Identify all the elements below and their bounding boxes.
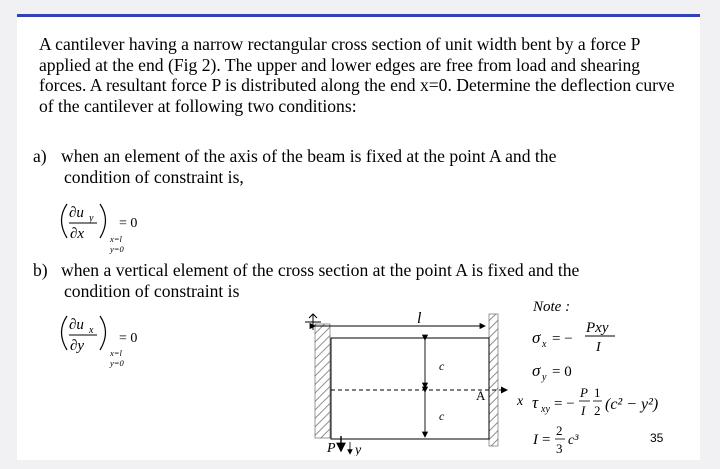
sigma-x-sub: x [542,339,547,350]
formula-a-right-paren [100,204,106,238]
header-rule [17,14,700,17]
sigma-y-sub: y [542,372,547,383]
formula-a [53,200,183,262]
formula-b-left-paren [62,316,68,350]
left-support-hatch [315,324,330,438]
item-b-label: b) [33,260,48,280]
formula-a-cond-top: x=l [110,234,122,244]
formula-a-rhs: = 0 [119,216,138,231]
sigma-x-eq: = − [552,331,573,347]
length-label: l [417,310,422,327]
problem-paragraph: A cantilever having a narrow rectangular cross section of unit width bent by a force P applied at the end (Fig 2). The upper and lower edges are free from load and shearing forces. A resultant force P is distributed along the end x=0. Determine the deflection curve of the cantilever at following two conditions: [39,34,675,116]
inertia-c: c³ [568,433,579,448]
x-axis-label: x [517,394,524,409]
slide-page [17,14,700,460]
formula-b [53,312,183,374]
item-b-line1: when a vertical element of the cross section at the point A is fixed and the [61,260,580,280]
tau-paren: (c² − y²) [605,396,659,413]
tau-den2: 2 [594,403,601,418]
sigma-y-symbol: σ [532,361,541,380]
inertia-eq: = [542,432,551,448]
formula-a-cond-bot: y=0 [110,244,124,254]
force-p-label: P [327,441,336,456]
note-formulas [525,298,700,458]
y-axis-label: y [355,443,362,456]
formula-a-left-paren [62,204,68,238]
formula-b-numerator: ∂u [69,317,84,333]
beam-outline [331,338,489,439]
formula-a-numerator: ∂u [69,205,84,221]
cantilever-figure [267,296,532,456]
tau-eq: = − [554,396,575,412]
tau-num2: 1 [594,385,601,400]
tau-num1: P [580,385,588,400]
tau-den1: I [581,403,586,418]
item-a [33,146,557,187]
inertia-den: 3 [556,441,563,456]
inertia-symbol: I [533,432,538,448]
lower-c-label: c [439,409,445,423]
item-a-line1: when an element of the axis of the beam is fixed at the point A and the [61,146,557,166]
upper-c-label: c [439,359,445,373]
formula-b-cond-bot: y=0 [110,358,124,368]
item-a-line2: condition of constraint is, [64,166,244,187]
sigma-x-den: I [596,340,601,355]
formula-a-num-sub: y [89,213,94,224]
item-b-line2: condition of constraint is [64,280,240,301]
page-number: 35 [650,431,664,445]
sigma-x-num: Pxy [586,320,609,336]
formula-b-denominator: ∂y [70,338,85,354]
tau-symbol: τ [532,393,539,412]
point-a-label: A [476,388,486,403]
note-title: Note : [533,299,571,315]
item-a-label: a) [33,146,47,166]
formula-b-rhs: = 0 [119,331,138,346]
sigma-y-rhs: = 0 [552,364,572,380]
window-top-strip [0,0,720,4]
formula-b-cond-top: x=l [110,348,122,358]
formula-b-right-paren [100,316,106,350]
formula-a-denominator: ∂x [70,226,85,242]
formula-b-num-sub: x [89,325,94,336]
sigma-x-symbol: σ [532,328,541,347]
item-b [33,260,580,301]
tau-sub: xy [541,404,550,415]
fixed-wall-hatch [489,314,498,446]
inertia-num: 2 [556,423,563,438]
